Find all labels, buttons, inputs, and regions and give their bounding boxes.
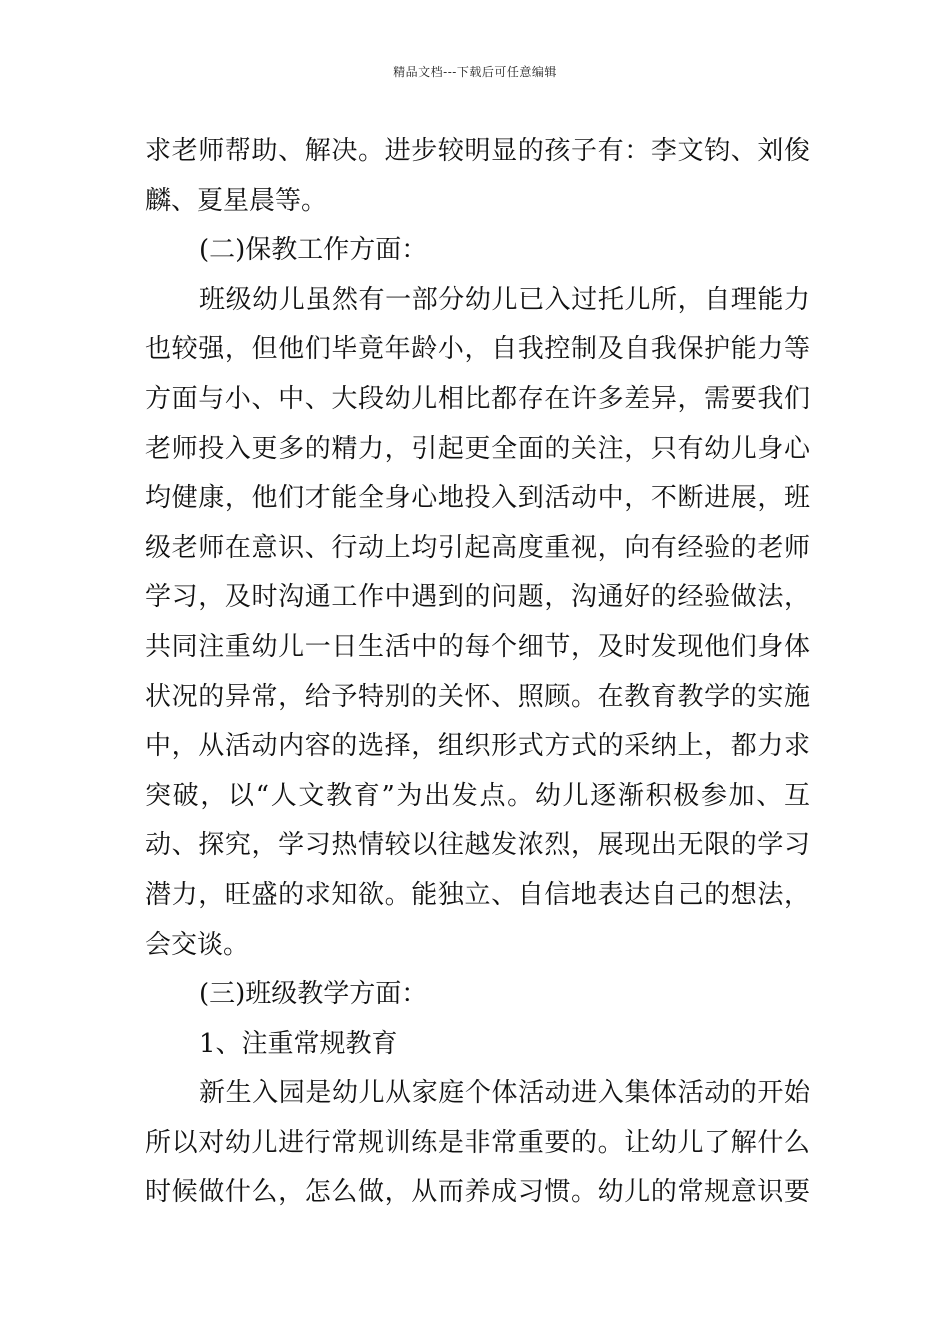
text-line: (三)班级教学方面： xyxy=(199,979,428,1010)
text-line: 会交谈。 xyxy=(145,929,250,960)
text-line: 状况的异常，给予特别的关怀、照顾。在教育教学的实施 xyxy=(145,681,810,712)
text-line: 突破，以“人文教育”为出发点。幼儿逐渐积极参加、互 xyxy=(145,780,810,811)
text-line: 学习，及时沟通工作中遇到的问题，沟通好的经验做法， xyxy=(145,582,810,613)
text-line: 潜力，旺盛的求知欲。能独立、自信地表达自己的想法， xyxy=(145,879,810,910)
text-line: 所以对幼儿进行常规训练是非常重要的。让幼儿了解什么 xyxy=(145,1127,810,1158)
text-line: 班级幼儿虽然有一部分幼儿已入过托儿所，自理能力 xyxy=(199,284,810,315)
text-line: 动、探究，学习热情较以往越发浓烈，展现出无限的学习 xyxy=(145,830,810,861)
text-line: 麟、夏星晨等。 xyxy=(145,185,328,216)
text-line: 时候做什么，怎么做，从而养成习惯。幼儿的常规意识要 xyxy=(145,1177,810,1208)
text-line: 老师投入更多的精力，引起更全面的关注，只有幼儿身心 xyxy=(145,433,810,464)
text-line: 方面与小、中、大段幼儿相比都存在许多差异，需要我们 xyxy=(145,383,810,414)
text-line: 共同注重幼儿一日生活中的每个细节，及时发现他们身体 xyxy=(145,631,810,662)
text-line: 也较强，但他们毕竟年龄小，自我控制及自我保护能力等 xyxy=(145,334,810,365)
text-line: 级老师在意识、行动上均引起高度重视，向有经验的老师 xyxy=(145,532,810,563)
text-line: 新生入园是幼儿从家庭个体活动进入集体活动的开始 xyxy=(199,1078,810,1109)
text-line: 求老师帮助、解决。进步较明显的孩子有：李文钧、刘俊 xyxy=(145,136,810,166)
page-header: 精品文档---下载后可任意编辑 xyxy=(393,65,557,79)
text-line: 1、注重常规教育 xyxy=(199,1028,398,1059)
document-body xyxy=(145,127,810,1218)
text-line: 均健康，他们才能全身心地投入到活动中，不断进展，班 xyxy=(145,483,810,514)
text-line: 中，从活动内容的选择，组织形式方式的采纳上，都力求 xyxy=(145,731,810,762)
text-line: (二)保教工作方面： xyxy=(199,235,428,266)
